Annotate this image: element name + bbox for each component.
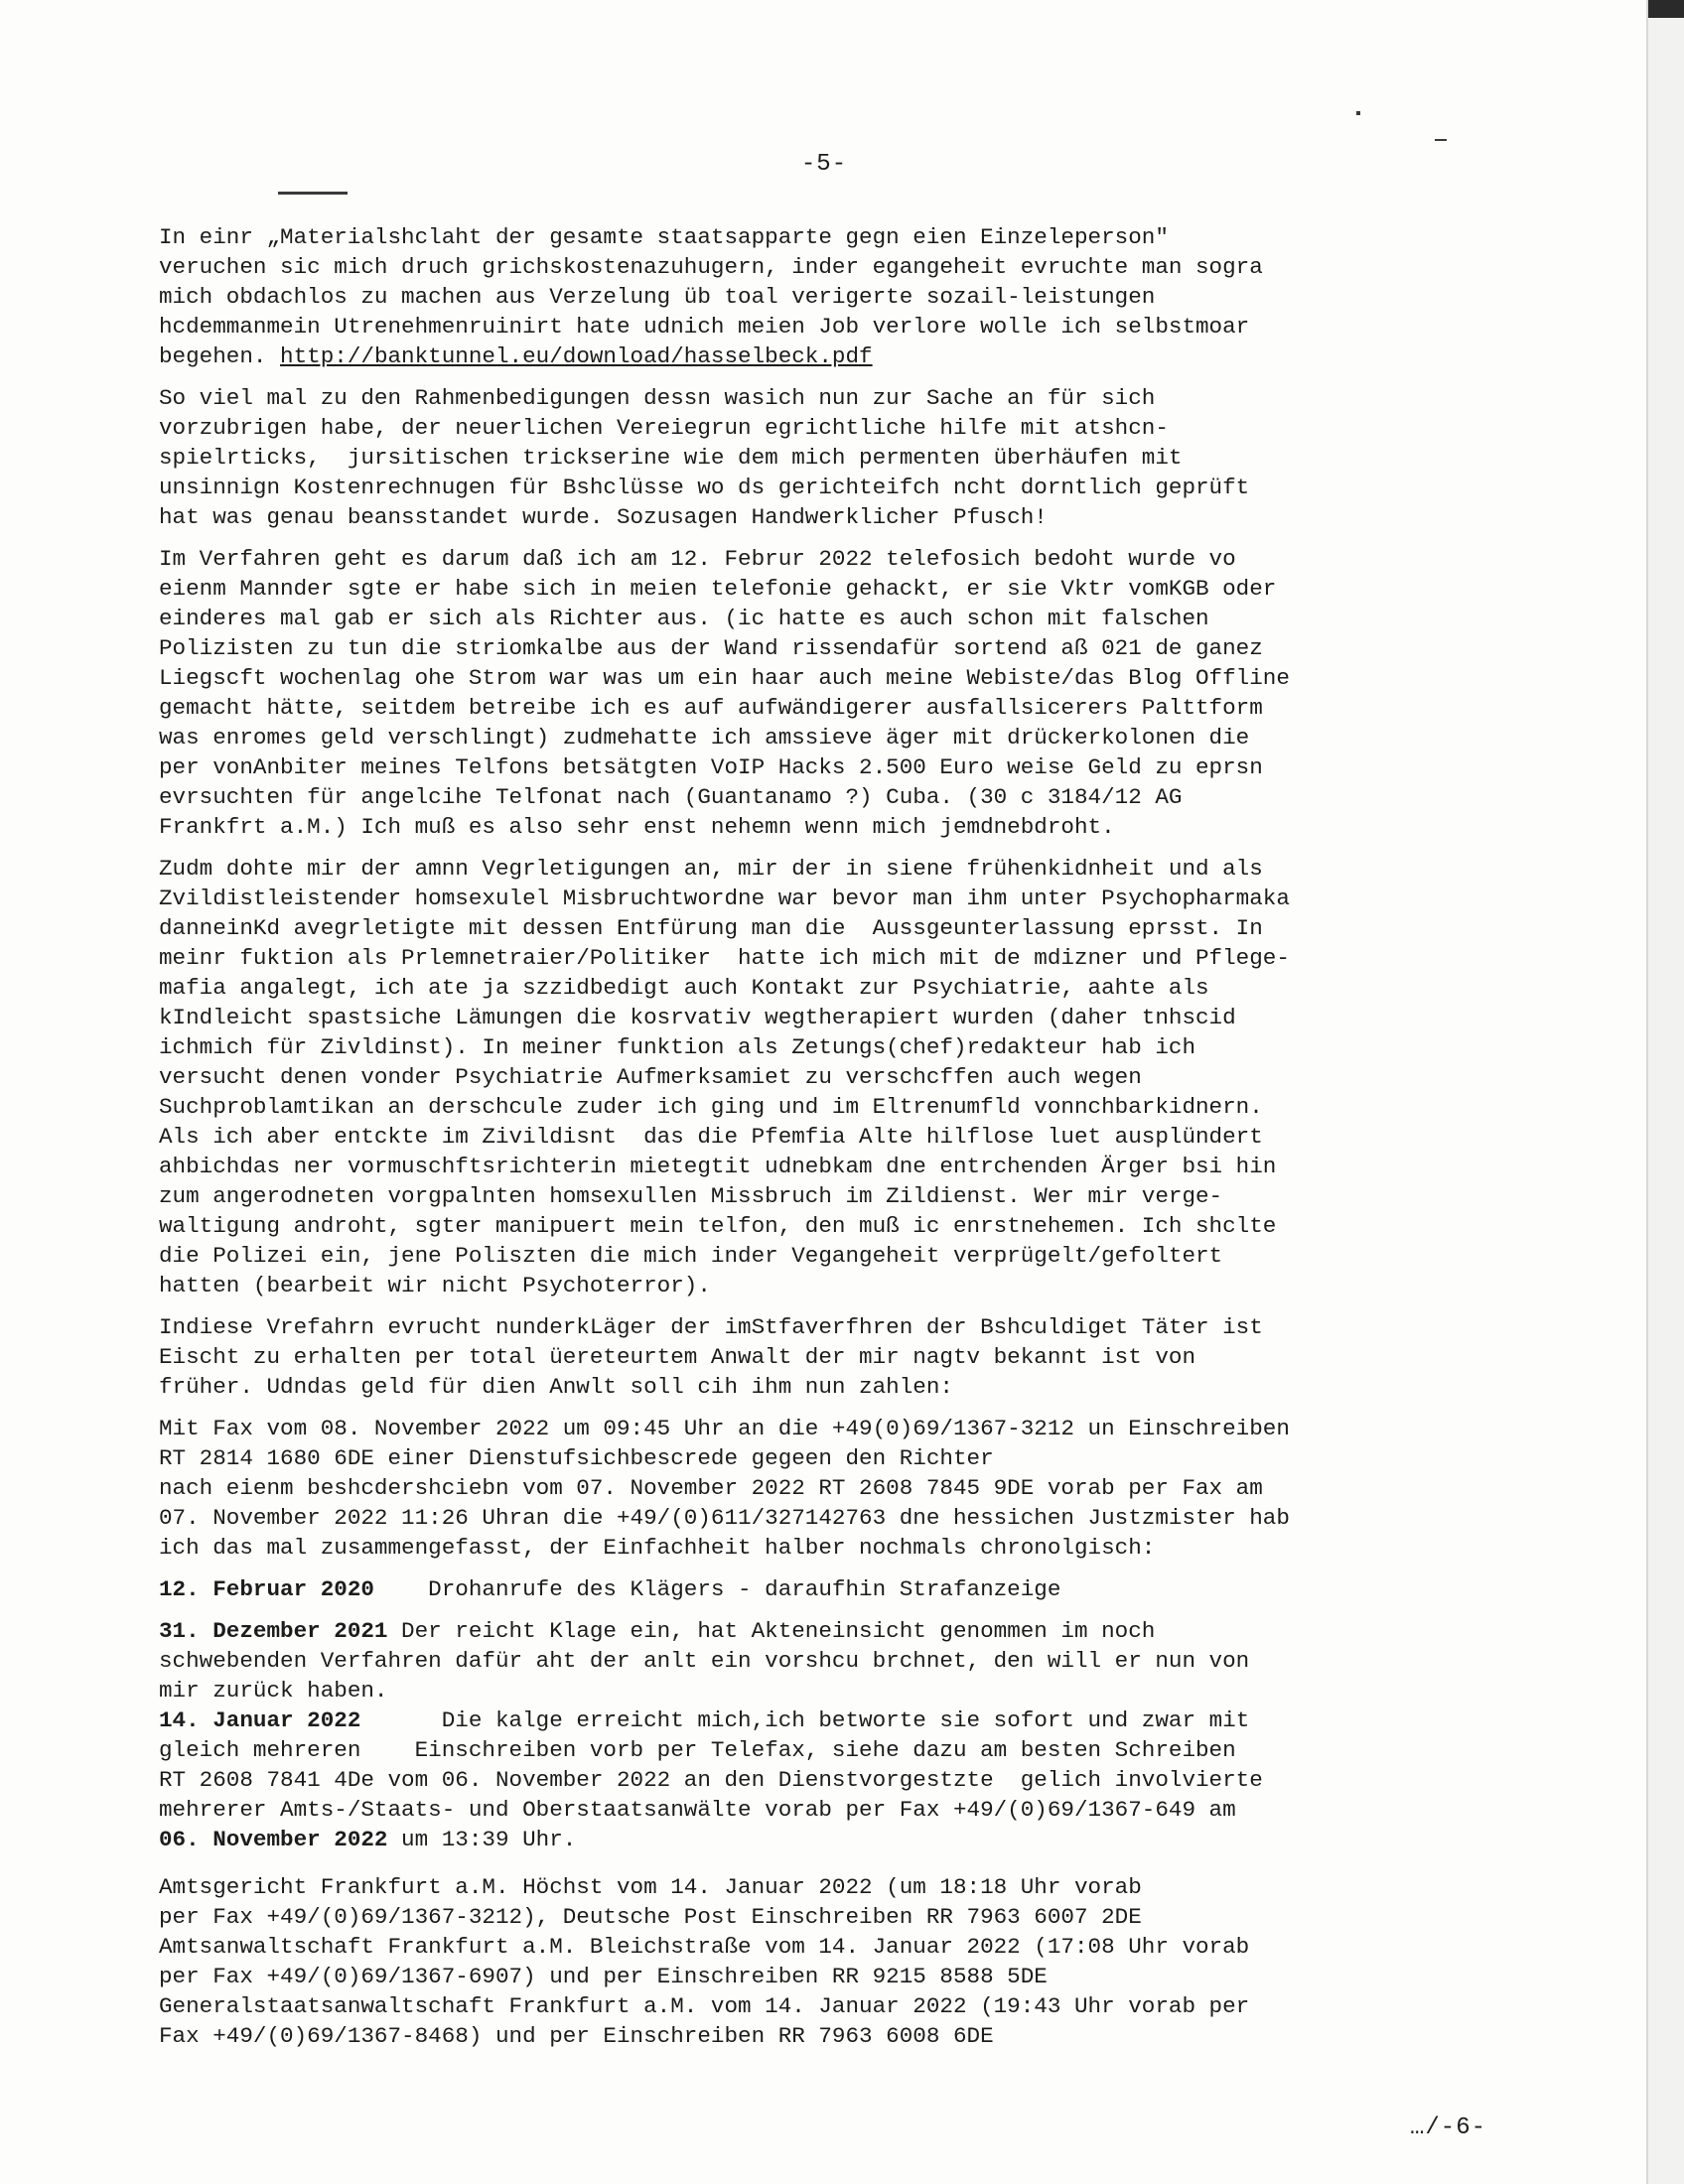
chronology-date-1: 12. Februar 2020 [159, 1576, 374, 1602]
paragraph-4: Zudm dohte mir der amnn Vegrletigungen an, mir der in siene frühenkidnheit und als Zvildistleistender homsexulel Misbruchtwordne war bevor man ihm unter Psychopharmaka danneinKd avegrletigte mit dessen Entfürung man die Aussgeunterlassung eprsst. In meinr fuktion als Prlemnetraier/Politiker hatte ich mich mit de mdizner und Pflege- mafia angalegt, ich ate ja szzidbedigt auch Kontakt zur Psychiatrie, aahte als kIndleicht spastsiche Lämungen die kosrvativ wegtherapiert wurden (daher tnhscid ichmich für Zivldinst). In meiner funktion als Zetungs(chef)redakteur hab ich versucht denen vonder Psychiatrie Aufmerksamiet zu verschcffen auch wegen Suchproblamtikan an derschcule zuder ich ging und im Eltrenumfld vonnchbarkidnern. Als ich aber entckte im Zivildisnt das die Pfemfia Alte hilflose luet ausplündert ahbichdas ner vormuschftsrichterin mietegtit udnebkam dne entrchenden Ärger bsi hin zum angerodneten vorgpalnten homsexullen Missbruch im Zildienst. Wer mir verge- waltigung androht, sgter manipuert mein telfon, den muß ic enrstnehemen. Ich shclte die Polizei ein, jene Poliszten die mich inder Vegangeheit verprügelt/gefoltert hatten (bearbeit wir nicht Psychoterror). [159, 856, 1290, 1298]
hasselbeck-pdf-link[interactable]: http://banktunnel.eu/download/hasselbeck.pdf [280, 343, 873, 369]
paragraph-1-line-3: mich obdachlos zu machen aus Verzelung üb toal verigerte sozail-leistungen [159, 284, 1156, 310]
chronology-entry-3 [159, 1706, 1499, 1854]
chronology-entry-1 [159, 1574, 1499, 1604]
chronology-date-3: 14. Januar 2022 [159, 1707, 361, 1733]
paragraph-2: So viel mal zu den Rahmenbedigungen dessn wasich nun zur Sache an für sich vorzubrigen habe, der neuerlichen Vereiegrun egrichtliche hilfe mit atshcn- spielrticks, jursitischen trickserine wie dem mich permenten überhäufen mit unsinnign Kostenrechnugen für Bshclüsse wo ds gerichteifch ncht dorntlich geprüft hat was genau beansstandet wurde. Sozusagen Handwerklicher Pfusch! [159, 385, 1250, 530]
chronology-text-1: Drohanrufe des Klägers - daraufhin Strafanzeige [373, 1576, 1061, 1602]
paragraph-5: Indiese Vrefahrn evrucht nunderkLäger der imStfaverfhren der Bshculdiget Täter ist Eischt zu erhalten per total üereteurtem Anwalt der mir nagtv bekannt ist von früher. Udndas geld für dien Anwlt soll cih ihm nun zahlen: [159, 1314, 1263, 1400]
continuation-marker: …/-6- [1410, 2115, 1487, 2141]
chronology-text-2: Der reicht Klage ein, hat Akteneinsicht genommen im noch schwebenden Verfahren dafür aht der anlt ein vorshcu brchnet, den will er nun von mir zurück haben. [159, 1618, 1250, 1704]
scan-edge [1646, 0, 1684, 2184]
chronology-date-3b: 06. November 2022 [159, 1827, 388, 1852]
page-number: -5- [800, 151, 848, 178]
paragraph-3: Im Verfahren geht es darum daß ich am 12. Februr 2022 telefosich bedoht wurde vo eienm Mannder sgte er habe sich in meien telefonie gehackt, er sie Vktr vomKGB oder einderes mal gab er sich als Richter aus. (ic hatte es auch schon mit falschen Polizisten zu tun die striomkalbe aus der Wand rissendafür sortend aß 021 de ganez Liegscft wochenlag ohe Strom war was um ein haar auch meine Webiste/das Blog Offline gemacht hätte, seitdem betreibe ich es auf aufwändigerer ausfallsicerers Palttform was enromes geld verschlingt) zudmehatte ich amssieve äger mit drückerkolonen die per vonAnbiter meines Telfons betsätgten VoIP Hacks 2.500 Euro weise Geld zu eprsn evrsuchten für angelcihe Telfonat nach (Guantanamo ?) Cuba. (30 c 3184/12 AG Frankfrt a.M.) Ich muß es also sehr enst nehemn wenn mich jemdnebdroht. [159, 546, 1290, 840]
letter-body [159, 222, 1499, 2063]
paragraph-6: Mit Fax vom 08. November 2022 um 09:45 Uhr an die +49(0)69/1367-3212 un Einschreiben RT 2814 1680 6DE einer Dienstufsichbescrede gegeen den Richter nach eienm beshcdershcieb​n vom 07. November 2022 RT 2608 7845 9DE vorab per Fax am 07. November 2022 11:26 Uhran die +49/(0)611/327142763 dne hessichen Justzmister hab ich das mal zusammengefasst, der Einfachheit halber nochmals chronolgisch: [159, 1416, 1290, 1561]
paragraph-1 [159, 222, 1499, 371]
scan-dash-mark [278, 192, 348, 195]
paragraph-1-line-2: veruchen sic mich druch grichskostenazuhugern, inder egangeheit evruchte man sogra [159, 254, 1263, 280]
chronology-text-3: Die kalge erreicht mich,ich betworte sie sofort und zwar mit gleich mehreren Einschreiben vorb per Telefax, siehe dazu am besten Schreiben RT 2608 7841 4De vom 06. November 2022 an den Dienstvorgestzte gelich involvierte mehrerer Amts-/Staats- und Oberstaatsanwälte vorab per Fax +49/(0)69/1367-649 am [159, 1707, 1263, 1823]
scan-dash-mark-right [1435, 139, 1447, 141]
chronology-entry-2 [159, 1616, 1499, 1706]
chronology-tail-3: um 13:39 Uhr. [387, 1827, 577, 1852]
paragraph-1-line-4: hcdemmanmein Utrenehmenruinirt hate udnich meien Job verlore wolle ich selbstmoar [159, 314, 1250, 340]
chronology-date-2: 31. Dezember 2021 [159, 1618, 388, 1644]
paragraph-1-line-5-prefix: begehen. [159, 343, 281, 369]
recipients-list: Amtsgericht Frankfurt a.M. Höchst vom 14. Januar 2022 (um 18:18 Uhr vorab per Fax +49/(0)69/1367-3212), Deutsche Post Einschreiben RR 7963 6007 2DE Amtsanwaltschaft Frankfurt a.M. Bleichstraße vom 14. Januar 2022 (17:08 Uhr vorab per Fax +49/(0)69/1367-6907) und per Einschreiben RR 9215 8588 5DE Generalstaatsanwaltschaft Frankfurt a.M. vom 14. Januar 2022 (19:43 Uhr vorab per Fax +49/(0)69/1367-8468) und per Einschreiben RR 7963 6008 6DE [159, 1874, 1250, 2049]
scan-dot-mark [1356, 111, 1360, 115]
paragraph-1-line-1: In einr „Materialshclaht der gesamte staatsapparte gegn eien Einzeleperson" [159, 224, 1169, 250]
